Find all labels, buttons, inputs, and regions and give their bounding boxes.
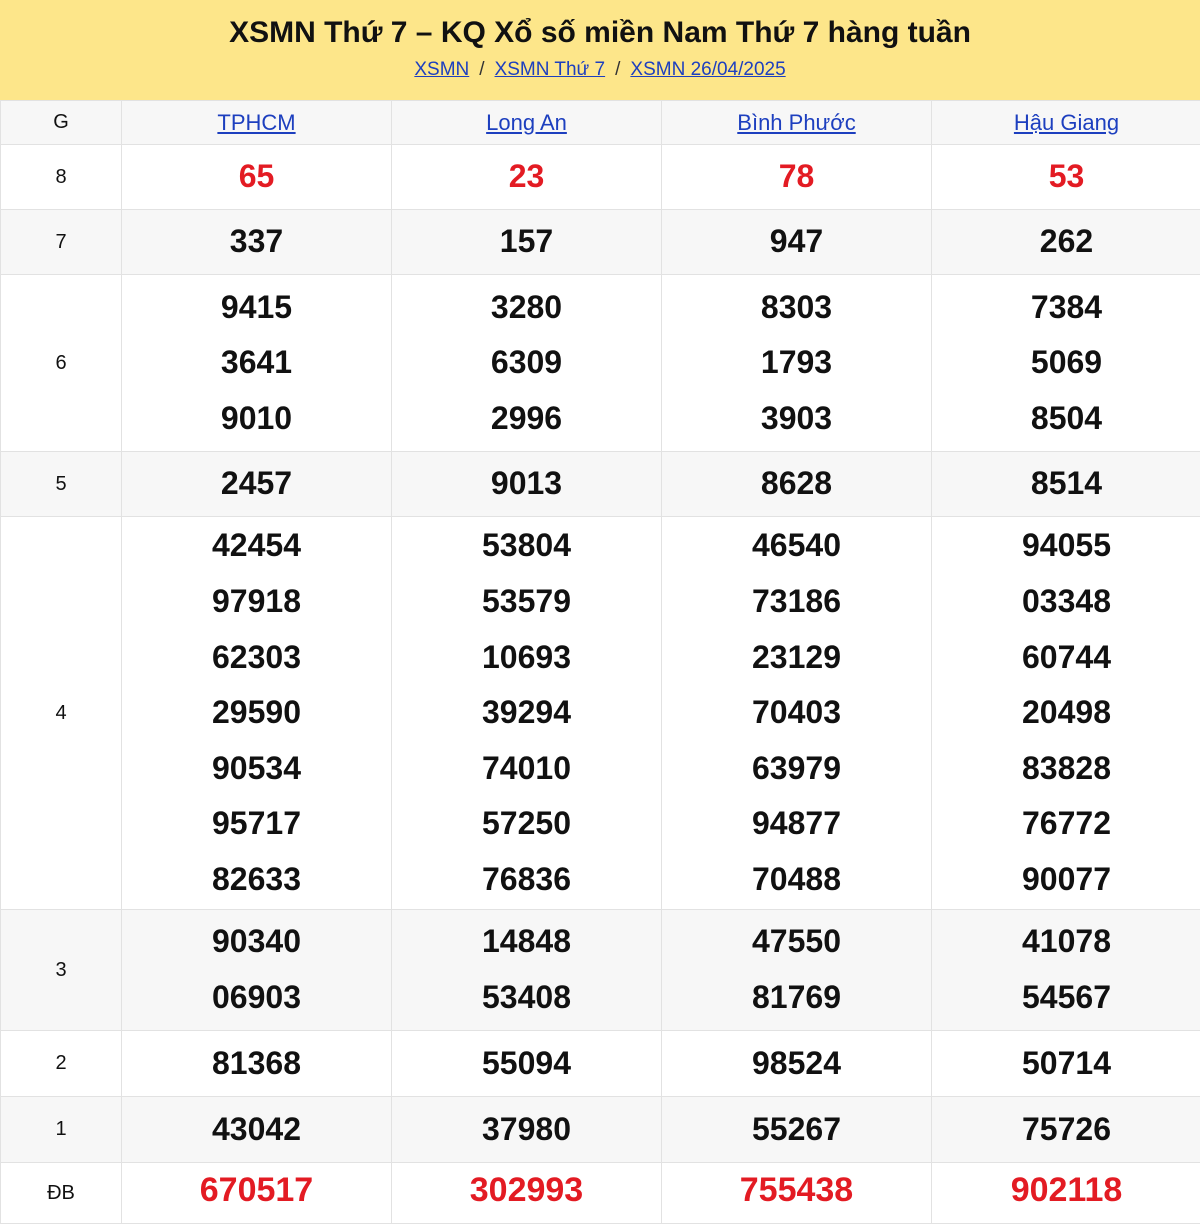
- result-number: 37980: [392, 1102, 661, 1158]
- result-number: 262: [932, 214, 1200, 270]
- result-cell: [932, 452, 1200, 517]
- prize-label: 1: [1, 1097, 122, 1163]
- result-number: 53579: [392, 574, 661, 630]
- result-cell: [932, 1163, 1200, 1224]
- result-number: 65: [122, 149, 391, 205]
- prize-label: 3: [1, 910, 122, 1031]
- result-cell: [662, 210, 932, 275]
- result-number: 46540: [662, 518, 931, 574]
- result-cell: [932, 145, 1200, 210]
- province-link-hau-giang[interactable]: Hậu Giang: [1014, 110, 1119, 135]
- result-number: 74010: [392, 741, 661, 797]
- result-number: 23129: [662, 630, 931, 686]
- result-number: 73186: [662, 574, 931, 630]
- breadcrumb-separator: /: [479, 59, 484, 80]
- prize-label: 4: [1, 517, 122, 910]
- result-cell: [122, 210, 392, 275]
- result-cell: [932, 910, 1200, 1031]
- result-number: 2996: [392, 391, 661, 447]
- result-number: 53: [932, 149, 1200, 205]
- result-number: 14848: [392, 914, 661, 970]
- result-number: 337: [122, 214, 391, 270]
- province-link-tphcm[interactable]: TPHCM: [217, 110, 295, 135]
- province-link-long-an[interactable]: Long An: [486, 110, 567, 135]
- province-link-binh-phuoc[interactable]: Bình Phước: [737, 110, 855, 135]
- province-cell: [932, 101, 1200, 145]
- result-number: 90534: [122, 741, 391, 797]
- result-number: 75726: [932, 1102, 1200, 1158]
- result-number: 53804: [392, 518, 661, 574]
- prize-label: 8: [1, 145, 122, 210]
- result-number: 54567: [932, 970, 1200, 1026]
- result-number: 55094: [392, 1036, 661, 1092]
- result-number: 82633: [122, 852, 391, 908]
- result-cell: [122, 1097, 392, 1163]
- result-number: 90340: [122, 914, 391, 970]
- result-number: 3903: [662, 391, 931, 447]
- result-number: 03348: [932, 574, 1200, 630]
- result-number: 63979: [662, 741, 931, 797]
- result-number: 50714: [932, 1036, 1200, 1092]
- result-cell: [662, 517, 932, 910]
- prize-label: 7: [1, 210, 122, 275]
- page-header: [0, 0, 1200, 100]
- page-title: XSMN Thứ 7 – KQ Xổ số miền Nam Thứ 7 hàng tuần: [0, 14, 1200, 52]
- result-number: 57250: [392, 796, 661, 852]
- prize-row-6: [1, 275, 1200, 452]
- province-cell: [392, 101, 662, 145]
- result-cell: [392, 275, 662, 452]
- result-cell: [392, 452, 662, 517]
- result-number: 94877: [662, 796, 931, 852]
- result-number: 6309: [392, 335, 661, 391]
- result-cell: [932, 517, 1200, 910]
- province-header-row: [1, 101, 1200, 145]
- result-number: 23: [392, 149, 661, 205]
- special-prize-number: 902118: [932, 1163, 1200, 1219]
- result-number: 10693: [392, 630, 661, 686]
- result-number: 60744: [932, 630, 1200, 686]
- result-number: 39294: [392, 685, 661, 741]
- result-cell: [122, 145, 392, 210]
- result-cell: [392, 1097, 662, 1163]
- province-cell: [662, 101, 932, 145]
- prize-row-4: [1, 517, 1200, 910]
- result-number: 8628: [662, 456, 931, 512]
- result-number: 5069: [932, 335, 1200, 391]
- result-number: 8504: [932, 391, 1200, 447]
- breadcrumb-xsmn[interactable]: XSMN: [414, 59, 469, 80]
- prize-label: 6: [1, 275, 122, 452]
- result-cell: [392, 1031, 662, 1097]
- result-number: 8303: [662, 280, 931, 336]
- result-number: 29590: [122, 685, 391, 741]
- prize-row-2: [1, 1031, 1200, 1097]
- result-number: 42454: [122, 518, 391, 574]
- result-number: 3280: [392, 280, 661, 336]
- result-number: 1793: [662, 335, 931, 391]
- result-number: 157: [392, 214, 661, 270]
- result-number: 70403: [662, 685, 931, 741]
- result-cell: [392, 910, 662, 1031]
- result-cell: [662, 910, 932, 1031]
- result-cell: [932, 1031, 1200, 1097]
- result-cell: [662, 1163, 932, 1224]
- results-table: [0, 100, 1200, 1224]
- result-cell: [392, 1163, 662, 1224]
- result-number: 76772: [932, 796, 1200, 852]
- result-cell: [122, 1031, 392, 1097]
- province-cell: [122, 101, 392, 145]
- result-number: 20498: [932, 685, 1200, 741]
- special-prize-number: 755438: [662, 1163, 931, 1219]
- result-number: 9013: [392, 456, 661, 512]
- result-number: 2457: [122, 456, 391, 512]
- result-cell: [932, 275, 1200, 452]
- result-number: 95717: [122, 796, 391, 852]
- result-number: 81769: [662, 970, 931, 1026]
- result-number: 06903: [122, 970, 391, 1026]
- result-number: 81368: [122, 1036, 391, 1092]
- prize-label: ĐB: [1, 1163, 122, 1224]
- result-cell: [122, 452, 392, 517]
- result-number: 7384: [932, 280, 1200, 336]
- breadcrumb-separator: /: [615, 59, 620, 80]
- result-cell: [932, 1097, 1200, 1163]
- result-number: 47550: [662, 914, 931, 970]
- breadcrumb: [0, 58, 1200, 82]
- result-number: 94055: [932, 518, 1200, 574]
- result-cell: [122, 517, 392, 910]
- result-number: 53408: [392, 970, 661, 1026]
- result-number: 83828: [932, 741, 1200, 797]
- prize-column-header: G: [1, 101, 122, 145]
- prize-row-special: [1, 1163, 1200, 1224]
- special-prize-number: 670517: [122, 1163, 391, 1219]
- result-number: 62303: [122, 630, 391, 686]
- result-cell: [932, 210, 1200, 275]
- result-number: 90077: [932, 852, 1200, 908]
- special-prize-number: 302993: [392, 1163, 661, 1219]
- prize-row-7: [1, 210, 1200, 275]
- result-number: 76836: [392, 852, 661, 908]
- result-number: 947: [662, 214, 931, 270]
- result-cell: [662, 1031, 932, 1097]
- result-number: 9415: [122, 280, 391, 336]
- prize-label: 2: [1, 1031, 122, 1097]
- result-cell: [662, 1097, 932, 1163]
- prize-row-8: [1, 145, 1200, 210]
- result-number: 70488: [662, 852, 931, 908]
- result-number: 43042: [122, 1102, 391, 1158]
- result-number: 78: [662, 149, 931, 205]
- result-number: 3641: [122, 335, 391, 391]
- result-cell: [122, 1163, 392, 1224]
- result-number: 97918: [122, 574, 391, 630]
- result-number: 55267: [662, 1102, 931, 1158]
- result-cell: [662, 275, 932, 452]
- prize-row-5: [1, 452, 1200, 517]
- result-cell: [122, 910, 392, 1031]
- result-number: 98524: [662, 1036, 931, 1092]
- breadcrumb-xsmn-date[interactable]: XSMN 26/04/2025: [630, 59, 785, 80]
- result-cell: [122, 275, 392, 452]
- prize-row-3: [1, 910, 1200, 1031]
- result-number: 41078: [932, 914, 1200, 970]
- prize-label: 5: [1, 452, 122, 517]
- prize-row-1: [1, 1097, 1200, 1163]
- result-number: 9010: [122, 391, 391, 447]
- breadcrumb-xsmn-thu-7[interactable]: XSMN Thứ 7: [495, 59, 606, 80]
- result-number: 8514: [932, 456, 1200, 512]
- result-cell: [662, 452, 932, 517]
- result-cell: [392, 517, 662, 910]
- result-cell: [392, 210, 662, 275]
- result-cell: [662, 145, 932, 210]
- result-cell: [392, 145, 662, 210]
